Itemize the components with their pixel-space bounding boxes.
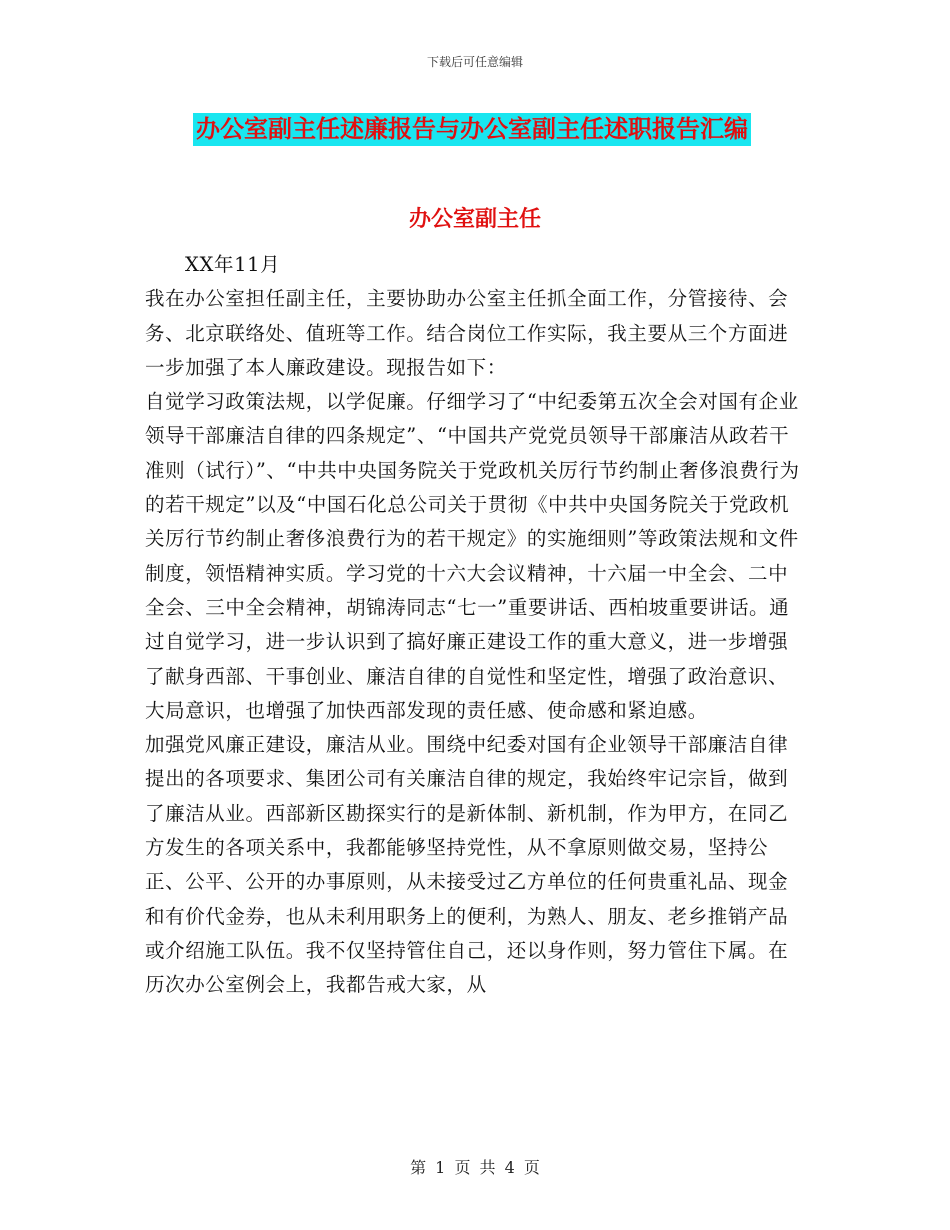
document-subtitle: 办公室副主任 xyxy=(408,207,541,232)
body-paragraph: 自觉学习政策法规，以学促廉。仔细学习了“中纪委第五次全会对国有企业领导干部廉洁自律的四条规定”、“中国共产党党员领导干部廉洁从政若干准则（试行）”、“中共中央国务院关于党政机关厉行节约制止奢侈浪费行为的若干规定”以及“中国石化总公司关于贯彻《中共中央国务院关于党政机关厉行节约制止奢侈浪费行为的若干规定》的实施细则”等政策法规和文件制度，领悟精神实质。学习党的十六大会议精神，十六届一中全会、二中全会、三中全会精神，胡锦涛同志“七一”重要讲话、西柏坡重要讲话。通过自觉学习，进一步认识到了搞好廉正建设工作的重大意义，进一步增强了献身西部、干事创业、廉洁自律的自觉性和坚定性，增强了政治意识、大局意识，也增强了加快西部发现的责任感、使命感和紧迫感。 xyxy=(145,390,800,722)
page-header-note: 下载后可任意编辑 xyxy=(426,55,523,69)
body-paragraph: 加强党风廉正建设，廉洁从业。围绕中纪委对国有企业领导干部廉洁自律提出的各项要求、集团公司有关廉洁自律的规定，我始终牢记宗旨，做到了廉洁从业。西部新区勘探实行的是新体制、新机制，作为甲方，在同乙方发生的各项关系中，我都能够坚持党性，从不拿原则做交易，坚持公正、公平、公开的办事原则，从未接受过乙方单位的任何贵重礼品、现金和有价代金券，也从未利用职务上的便利，为熟人、朋友、老乡推销产品或介绍施工队伍。我不仅坚持管住自己，还以身作则，努力管住下属。在历次办公室例会上，我都告戒大家，从 xyxy=(145,733,789,997)
document-body xyxy=(145,248,805,1003)
page-number: 第 1 页 共 4 页 xyxy=(410,1158,540,1177)
body-paragraph: 我在办公室担任副主任，主要协助办公室主任抓全面工作，分管接待、会务、北京联络处、值班等工作。结合岗位工作实际，我主要从三个方面进一步加强了本人廉政建设。现报告如下： xyxy=(145,287,789,379)
report-date: XX年11月 xyxy=(185,253,281,276)
document-title: 办公室副主任述廉报告与办公室副主任述职报告汇编 xyxy=(193,113,751,146)
